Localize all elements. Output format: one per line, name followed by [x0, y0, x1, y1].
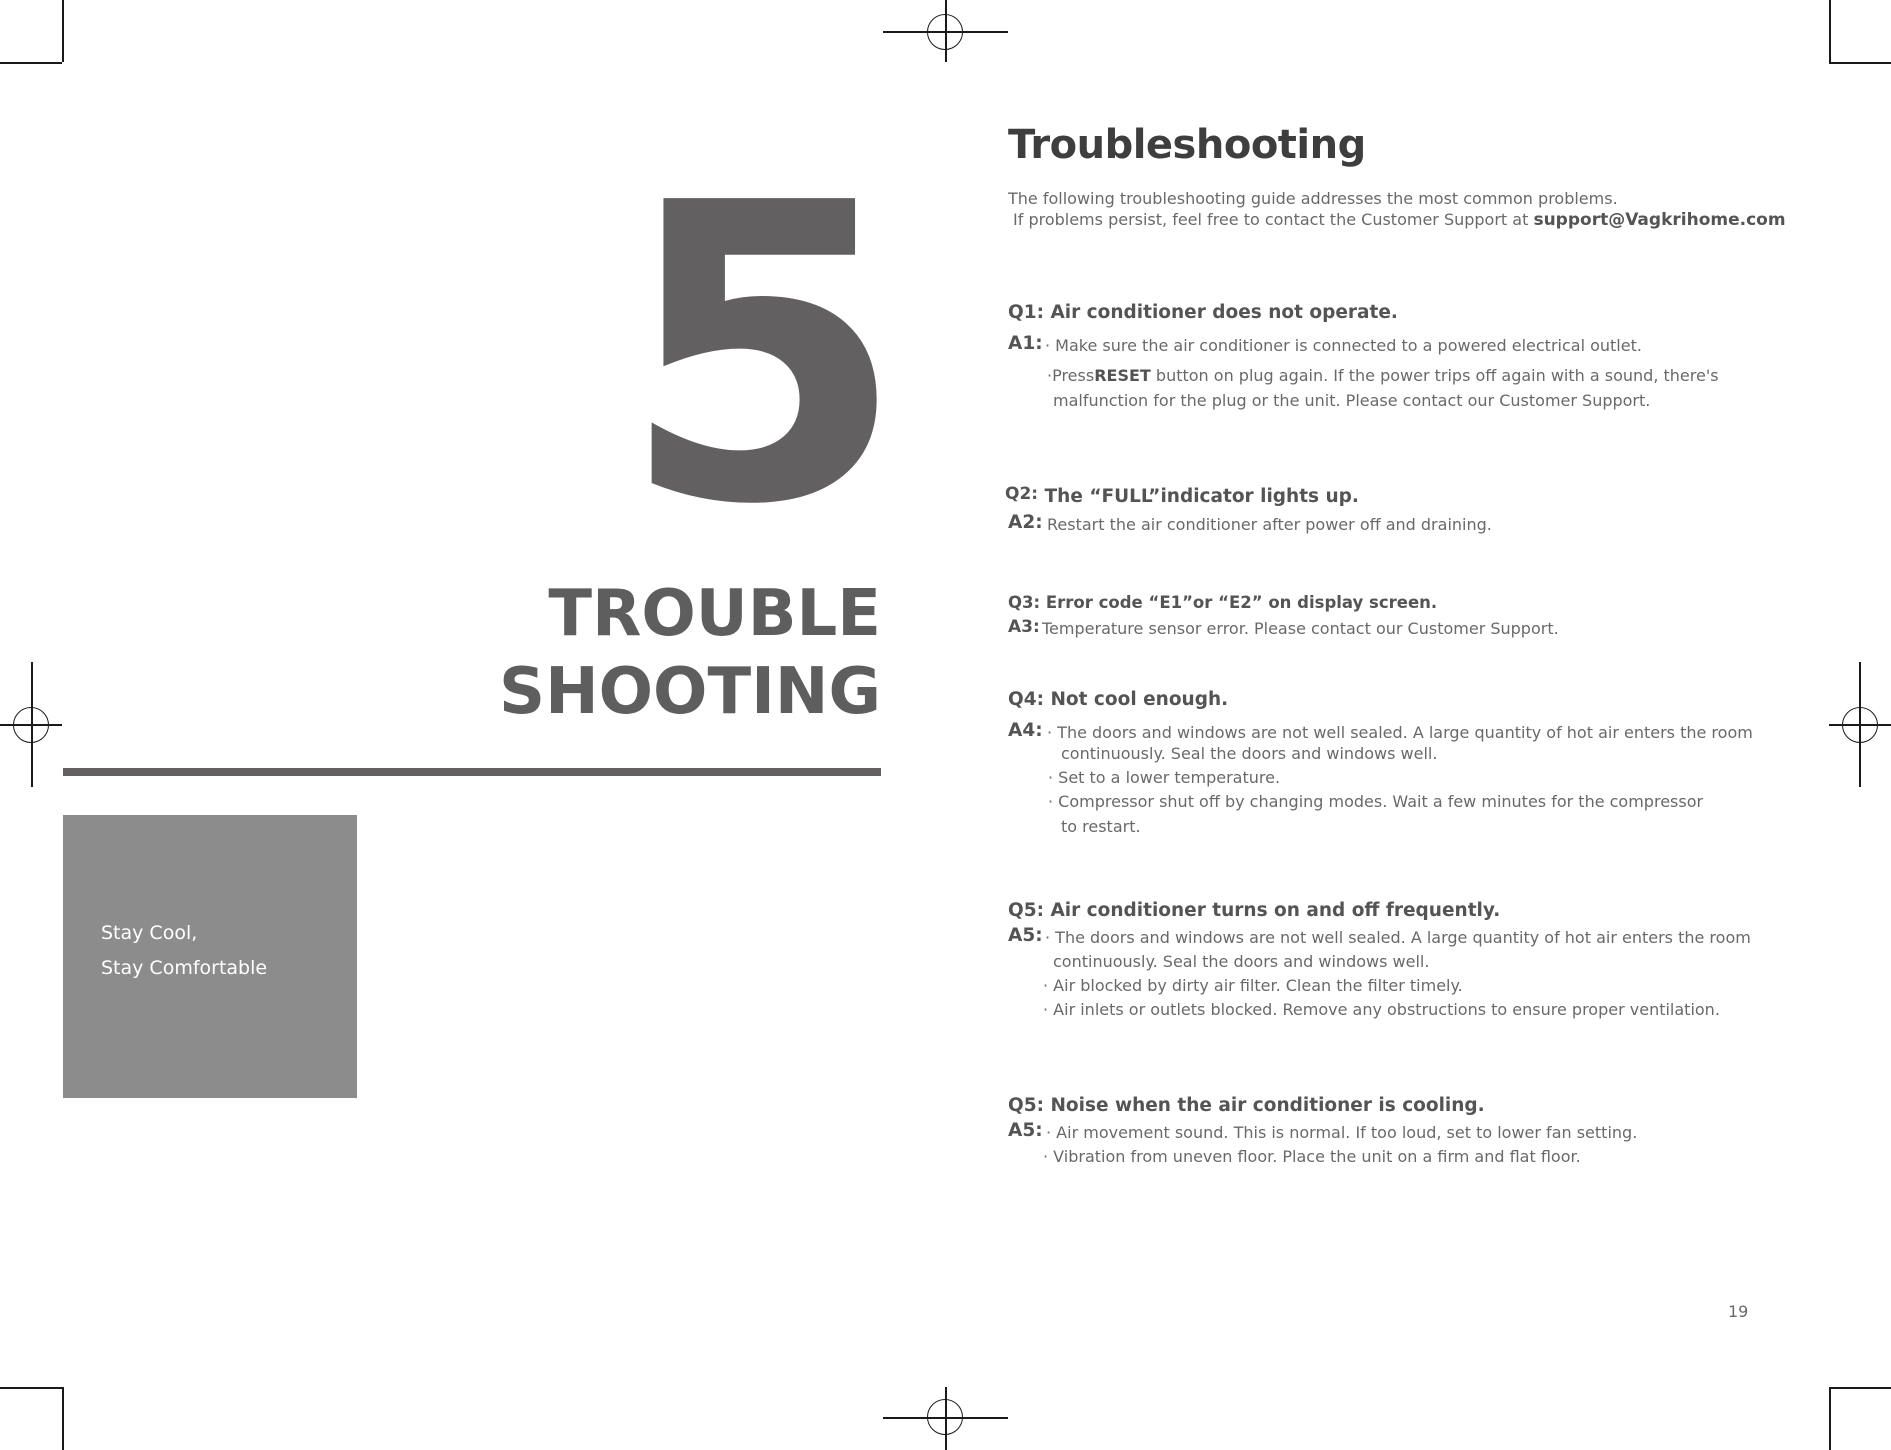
question-5b-text: Noise when the air conditioner is cooling. — [1050, 1095, 1485, 1116]
question-2-text: The “FULL”indicator lights up. — [1044, 486, 1359, 507]
question-2 — [1005, 483, 1359, 507]
chapter-number: 5 — [620, 116, 896, 594]
question-1 — [1008, 302, 1398, 323]
answer-1-line-2 — [1047, 366, 1719, 385]
question-4 — [1008, 689, 1228, 710]
answer-1-line-3: malfunction for the plug or the unit. Please contact our Customer Support. — [1053, 391, 1651, 410]
support-email-link[interactable]: support@Vagkrihome.com — [1533, 210, 1786, 230]
answer-5a-line-4: · Air inlets or outlets blocked. Remove any obstructions to ensure proper ventilation. — [1043, 1000, 1720, 1019]
question-5a-label: Q5: — [1008, 900, 1044, 921]
answer-4-line-2: continuously. Seal the doors and windows well. — [1061, 744, 1438, 763]
question-3 — [1008, 593, 1437, 612]
page-number: 19 — [1728, 1302, 1749, 1321]
reset-button-label: RESET — [1094, 366, 1151, 385]
answer-5a-line-3: · Air blocked by dirty air filter. Clean the filter timely. — [1043, 976, 1463, 995]
tagline-line-1: Stay Cool, — [101, 922, 198, 944]
answer-4-line-3: · Set to a lower temperature. — [1048, 768, 1281, 787]
tagline-line-2: Stay Comfortable — [101, 957, 268, 979]
answer-5b-label: A5: — [1008, 1120, 1043, 1141]
chapter-title-line-2: SHOOTING — [498, 655, 881, 729]
answer-5a-line-1: · The doors and windows are not well sealed. A large quantity of hot air enters the room — [1045, 928, 1751, 947]
question-5a — [1008, 900, 1500, 921]
answer-4-line-4: · Compressor shut off by changing modes. Wait a few minutes for the compressor — [1048, 792, 1704, 811]
chapter-title — [499, 575, 881, 731]
intro-line-2-text: If problems persist, feel free to contact the Customer Support at — [1013, 210, 1529, 229]
intro-line-2 — [1008, 209, 1786, 231]
answer-1-label: A1: — [1008, 333, 1043, 354]
page-heading: Troubleshooting — [1008, 122, 1366, 168]
answer-2-text: Restart the air conditioner after power off and draining. — [1047, 515, 1492, 534]
question-5b-label: Q5: — [1008, 1095, 1044, 1116]
answer-1-press: ·Press — [1047, 366, 1095, 385]
answer-4-line-5: to restart. — [1061, 817, 1141, 836]
tagline-box — [63, 815, 357, 1098]
question-3-text: Error code “E1”or “E2” on display screen. — [1045, 593, 1438, 612]
answer-1-line-1: · Make sure the air conditioner is connected to a powered electrical outlet. — [1045, 336, 1642, 355]
intro-line-1: The following troubleshooting guide addresses the most common problems. — [1008, 189, 1618, 208]
question-2-label: Q2: — [1005, 484, 1039, 504]
answer-5b-line-2: · Vibration from uneven floor. Place the unit on a firm and flat floor. — [1043, 1147, 1581, 1166]
question-5a-text: Air conditioner turns on and off frequently. — [1050, 900, 1501, 921]
chapter-title-line-1: TROUBLE — [548, 577, 881, 651]
answer-4-label: A4: — [1008, 720, 1043, 741]
answer-2-label: A2: — [1008, 512, 1043, 533]
question-3-label: Q3: — [1008, 593, 1041, 612]
answer-5a-line-2: continuously. Seal the doors and windows well. — [1053, 952, 1430, 971]
question-5b — [1008, 1095, 1485, 1116]
question-1-label: Q1: — [1008, 302, 1044, 323]
answer-5a-label: A5: — [1008, 925, 1043, 946]
question-4-text: Not cool enough. — [1050, 689, 1229, 710]
question-1-text: Air conditioner does not operate. — [1050, 302, 1398, 323]
intro-text — [1008, 188, 1786, 231]
answer-3-text: Temperature sensor error. Please contact our Customer Support. — [1042, 619, 1559, 638]
answer-3-label: A3: — [1008, 617, 1040, 637]
question-4-label: Q4: — [1008, 689, 1044, 710]
answer-1-line-2-rest: button on plug again. If the power trips off again with a sound, there's — [1155, 366, 1719, 385]
answer-4-line-1: · The doors and windows are not well sealed. A large quantity of hot air enters the room — [1047, 723, 1753, 742]
answer-5b-line-1: · Air movement sound. This is normal. If too loud, set to lower fan setting. — [1046, 1123, 1638, 1142]
chapter-divider — [63, 768, 881, 776]
